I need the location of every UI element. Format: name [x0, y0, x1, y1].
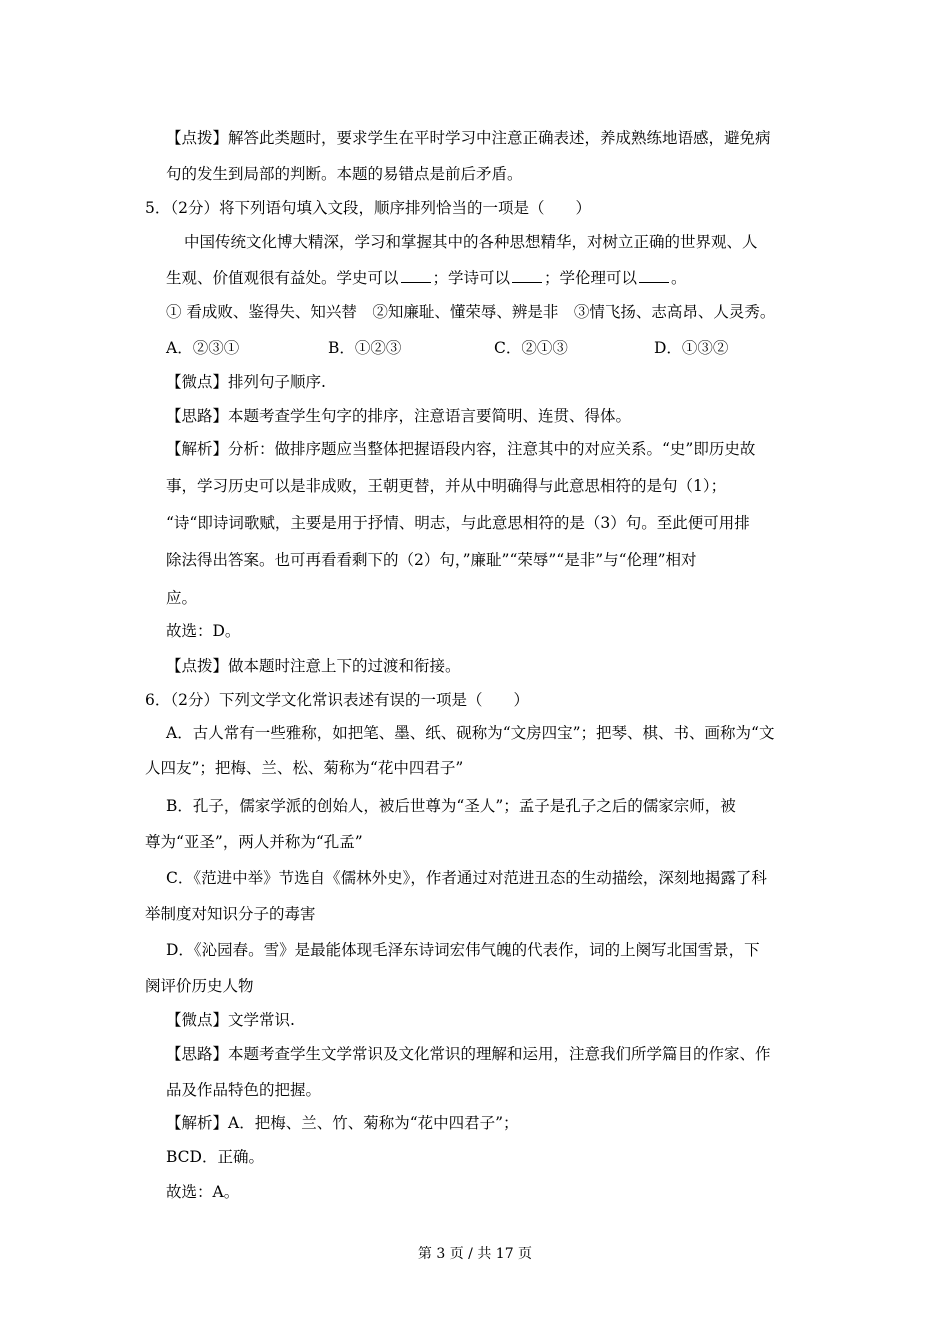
q6-weidian: 【微点】文学常识. — [166, 1011, 295, 1029]
q5-jiexi-line4: 除法得出答案。也可再看看剩下的（2）句，”廉耻”“荣辱”“是非”与“伦理”相对 — [166, 551, 697, 569]
q6-option-c-line2: 举制度对知识分子的毒害 — [145, 905, 316, 923]
q5-passage-line1: 中国传统文化博大精深，学习和掌握其中的各种思想精华，对树立正确的世界观、人 — [184, 233, 758, 251]
q6-option-b-line2: 尊为“亚圣”，两人并称为“孔孟” — [145, 833, 363, 851]
q6-answer: 故选：A。 — [166, 1183, 240, 1201]
fill-blank-1 — [401, 268, 431, 283]
q6-option-b-line1: B．孔子，儒家学派的创始人，被后世尊为“圣人”；孟子是孔子之后的儒家宗师，被 — [166, 797, 736, 815]
q6-option-a-line2: 人四友”；把梅、兰、松、菊称为“花中四君子” — [145, 759, 464, 777]
q4-tip-line2: 句的发生到局部的判断。本题的易错点是前后矛盾。 — [166, 165, 523, 183]
q5-items: ① 看成败、鉴得失、知兴替 ②知廉耻、懂荣辱、辨是非 ③情飞扬、志高昂、人灵秀。 — [166, 303, 776, 321]
q6-option-a-line1: A．古人常有一些雅称，如把笔、墨、纸、砚称为“文房四宝”；把琴、棋、书、画称为“文 — [166, 724, 775, 742]
q5-option-b: B．①②③ — [328, 339, 402, 357]
page-footer: 第 3 页 / 共 17 页 — [417, 1246, 533, 1262]
q6-silu-line2: 品及作品特色的把握。 — [166, 1081, 322, 1099]
q6-silu-line1: 【思路】本题考查学生文学常识及文化常识的理解和运用，注意我们所学篇目的作家、作 — [166, 1045, 771, 1063]
passage-part-b: ；学诗可以 — [432, 269, 511, 287]
q4-tip-line1: 【点拨】解答此类题时，要求学生在平时学习中注意正确表述，养成熟练地语感，避免病 — [166, 129, 771, 147]
q5-option-a: A．②③① — [166, 339, 240, 357]
q5-answer: 故选：D。 — [166, 622, 241, 640]
q6-jiexi: 【解析】A．把梅、兰、竹、菊称为“花中四君子”； — [166, 1114, 519, 1132]
q6-stem: 6．（2分）下列文学文化常识表述有误的一项是（ ） — [145, 691, 529, 709]
q6-option-d-line1: D．《沁园春。雪》是最能体现毛泽东诗词宏伟气魄的代表作，词的上阕写北国雪景，下 — [166, 941, 760, 959]
q5-jiexi-line1: 【解析】分析：做排序题应当整体把握语段内容，注意其中的对应关系。“史”即历史故 — [166, 440, 756, 458]
q6-option-d-line2: 阕评价历史人物 — [145, 977, 254, 995]
q5-silu: 【思路】本题考查学生句字的排序，注意语言要简明、连贯、得体。 — [166, 407, 632, 425]
passage-part-a: 生观、价值观很有益处。学史可以 — [166, 269, 399, 287]
q5-option-c: C．②①③ — [494, 339, 568, 357]
q6-bcd: BCD．正确。 — [166, 1148, 264, 1166]
fill-blank-2 — [512, 268, 542, 283]
q5-jiexi-line5: 应。 — [166, 589, 198, 607]
q5-jiexi-line3: “诗“即诗词歌赋，主要是用于抒情、明志，与此意思相符的是（3）句。至此便可用排 — [166, 514, 750, 532]
q5-jiexi-line2: 事，学习历史可以是非成败，王朝更替，并从中明确得与此意思相符的是句（1）； — [166, 477, 727, 495]
q5-stem: 5．（2分）将下列语句填入文段，顺序排列恰当的一项是（ ） — [145, 199, 591, 217]
fill-blank-3 — [639, 268, 669, 283]
q5-weidian: 【微点】排列句子顺序. — [166, 373, 326, 391]
q5-option-d: D．①③② — [654, 339, 729, 357]
passage-part-d: 。 — [671, 269, 687, 287]
q6-option-c-line1: C．《范进中举》节选自《儒林外史》，作者通过对范进丑态的生动描绘，深刻地揭露了科 — [166, 869, 767, 887]
q5-tip: 【点拨】做本题时注意上下的过渡和衔接。 — [166, 657, 461, 675]
q5-options — [166, 338, 766, 358]
q5-passage-line2 — [166, 268, 687, 288]
passage-part-c: ；学伦理可以 — [544, 269, 638, 287]
